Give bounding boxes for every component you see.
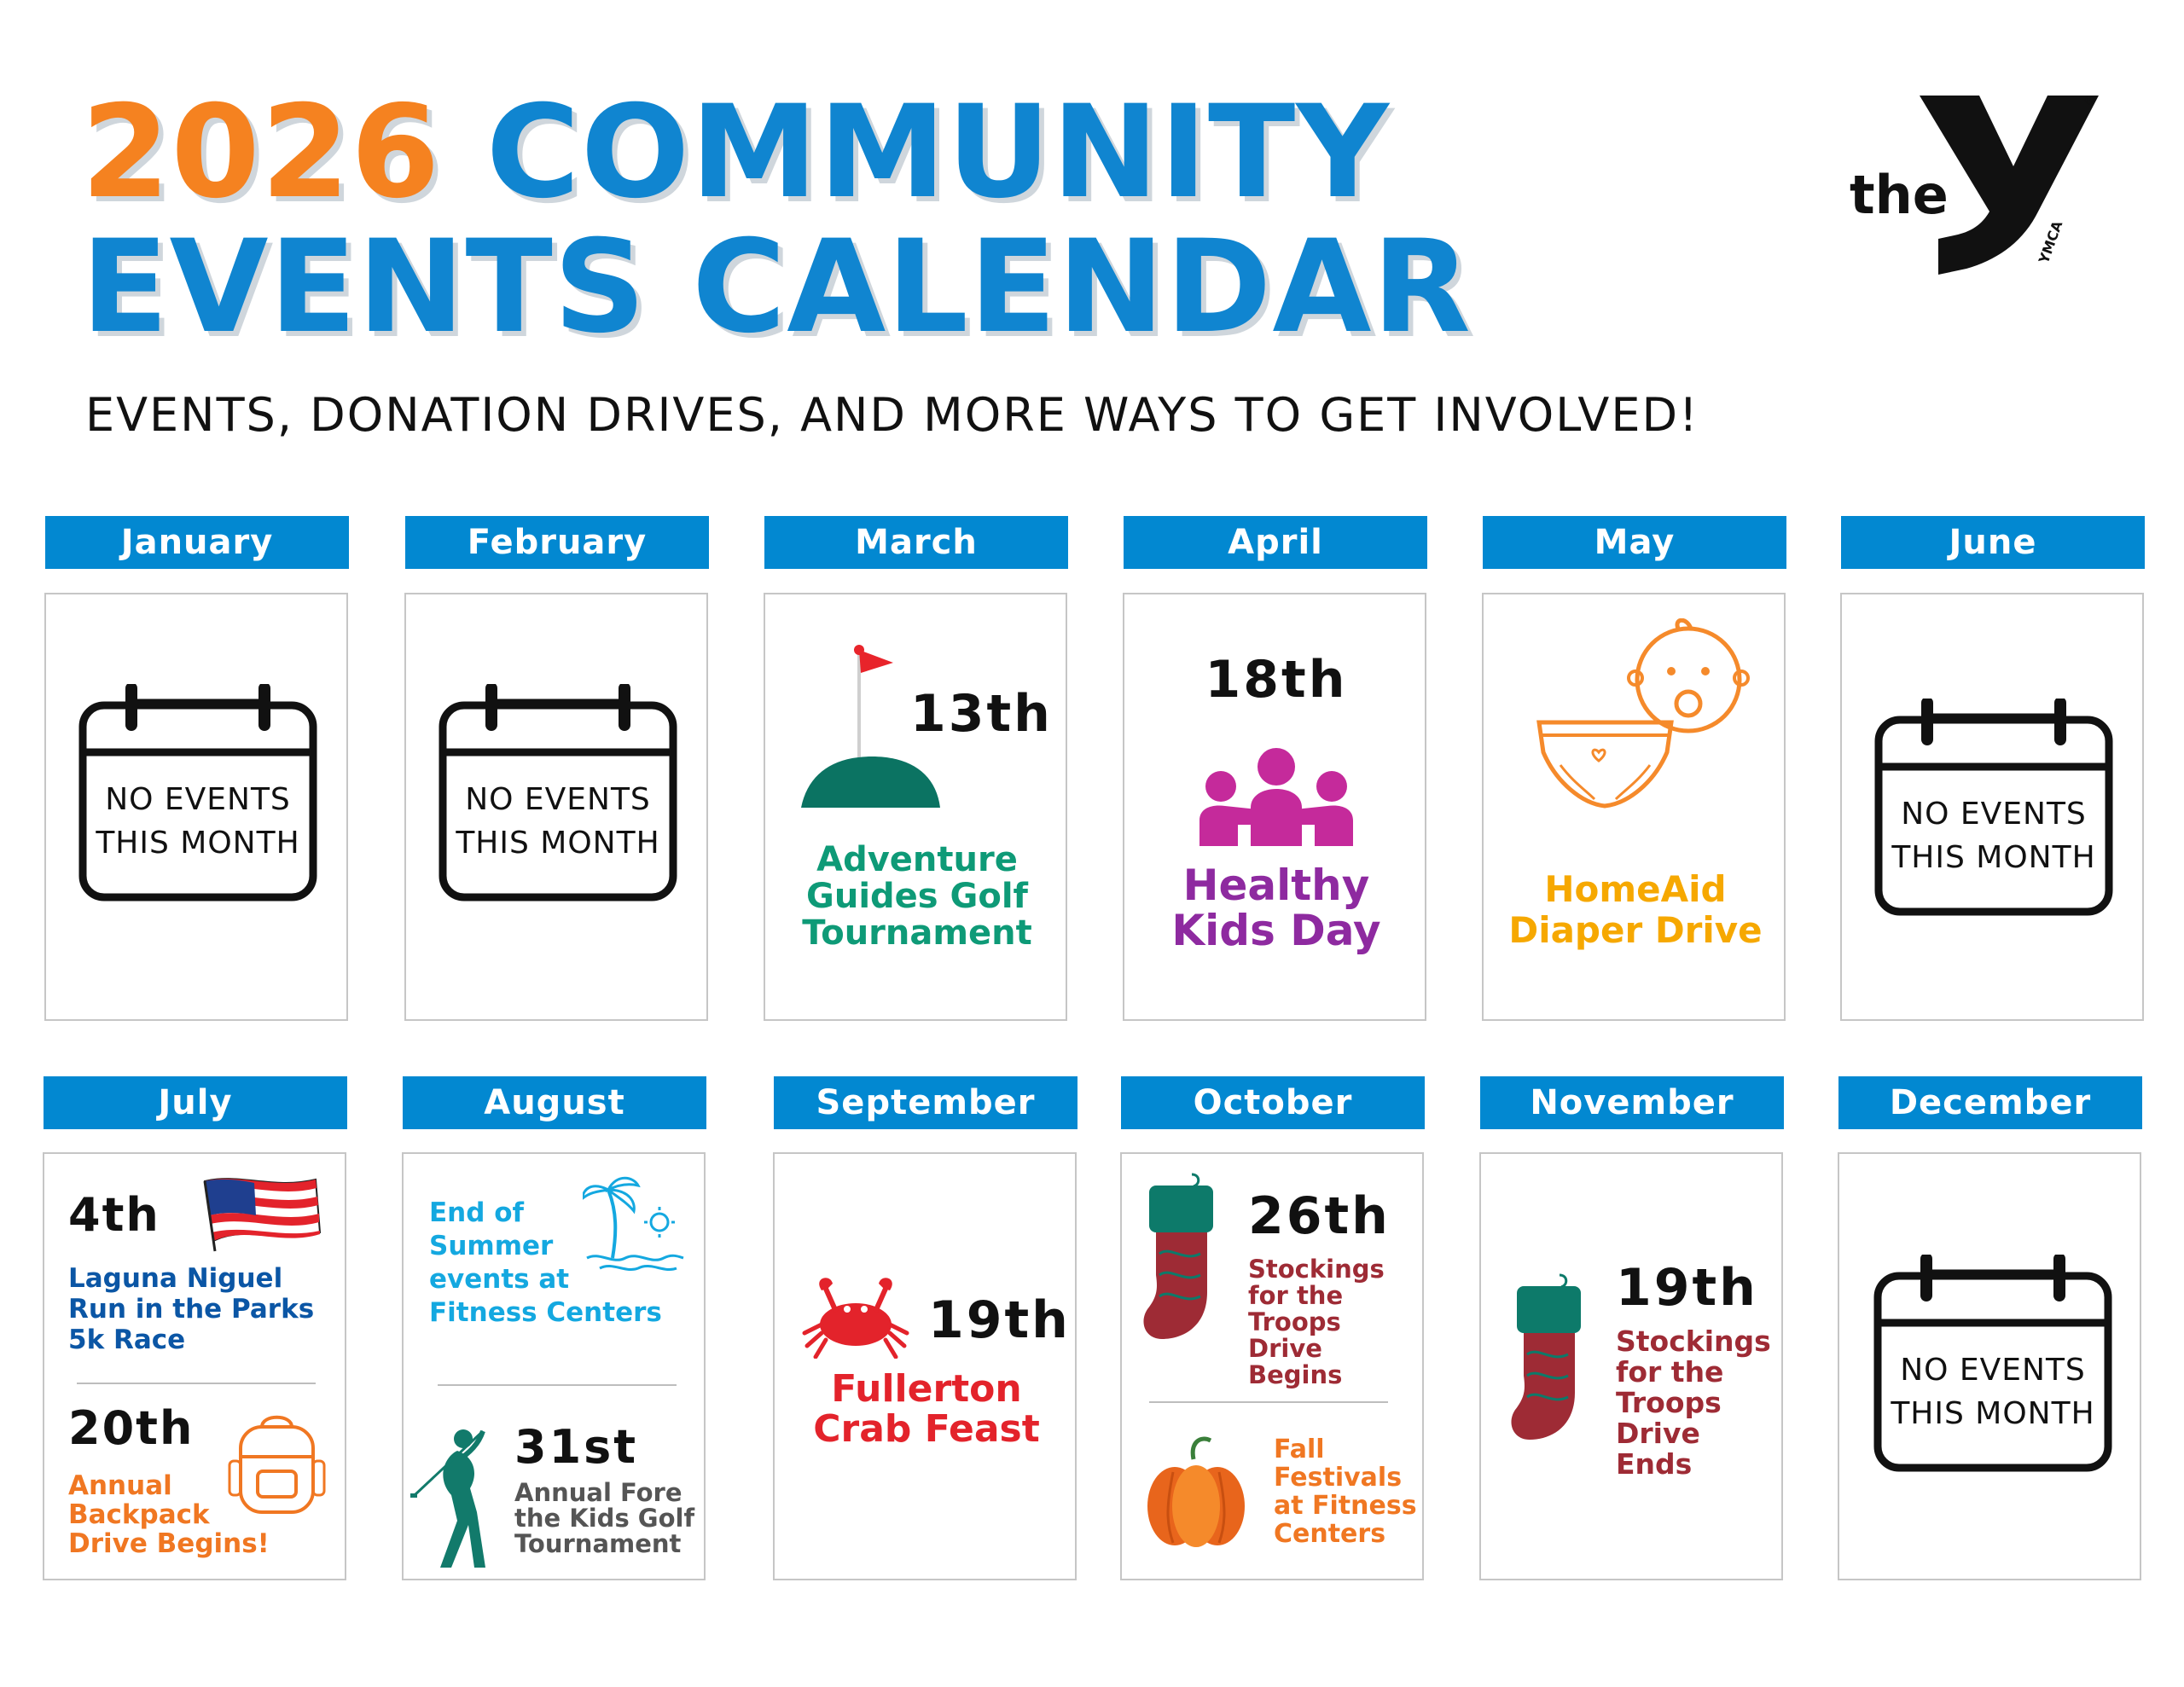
event-line: Run in the Parks — [68, 1294, 315, 1325]
event-line: Kids Day — [1171, 906, 1381, 955]
ymca-logo — [1843, 85, 2099, 290]
month-header-june: June — [1841, 516, 2145, 569]
no-events-calendar — [1873, 1255, 2112, 1472]
diaper-icon — [1535, 714, 1676, 812]
palm-beach-icon — [583, 1173, 685, 1275]
no-events-line-1: NO EVENTS — [1900, 1353, 2086, 1388]
event-line: Annual — [68, 1470, 172, 1501]
month-header-july: July — [44, 1076, 347, 1129]
month-card-april — [1123, 593, 1426, 1021]
event-title — [1248, 1256, 1422, 1388]
event-line: Centers — [1274, 1519, 1386, 1549]
no-events-line-2: THIS MONTH — [1891, 1396, 2095, 1431]
event-date: 19th — [928, 1290, 1071, 1350]
event-line: Ends — [1616, 1447, 1693, 1481]
month-card-november — [1479, 1152, 1783, 1580]
event-line: Fitness Centers — [429, 1297, 662, 1328]
no-events-line-2: THIS MONTH — [1891, 840, 2096, 875]
logo-ymca: YMCA — [2035, 218, 2066, 266]
event-line: Fullerton — [831, 1367, 1022, 1411]
event-date: 18th — [1205, 650, 1348, 710]
event-line: Stockings — [1616, 1325, 1771, 1358]
event-line: Drive Begins — [1248, 1334, 1343, 1389]
event-line: Tournament — [514, 1529, 682, 1558]
month-header-april: April — [1124, 516, 1427, 569]
month-card-july — [43, 1152, 346, 1580]
event-line: 5k Race — [68, 1325, 186, 1355]
event-title — [1274, 1435, 1417, 1548]
month-card-september — [773, 1152, 1077, 1580]
event-line: End of — [429, 1197, 525, 1228]
no-events-line-1: NO EVENTS — [105, 782, 291, 817]
event-line: for the — [1248, 1281, 1344, 1310]
month-header-january: January — [45, 516, 349, 569]
no-events-line-2: THIS MONTH — [456, 826, 660, 861]
no-events-line-1: NO EVENTS — [1901, 797, 2087, 832]
event-line: Fall — [1274, 1435, 1325, 1464]
event-title — [1484, 869, 1787, 951]
event-line: Healthy — [1182, 861, 1370, 910]
logo-registered: ® — [2083, 94, 2095, 107]
event-line: Festivals — [1274, 1463, 1403, 1493]
no-events-calendar — [78, 684, 317, 901]
no-events-line-1: NO EVENTS — [465, 782, 651, 817]
page-title — [81, 78, 1472, 362]
event-date: 26th — [1248, 1186, 1391, 1246]
event-line: Drive — [1616, 1417, 1700, 1450]
month-card-february — [404, 593, 708, 1021]
month-header-november: November — [1480, 1076, 1784, 1129]
month-header-december: December — [1838, 1076, 2142, 1129]
event-line: Adventure — [816, 840, 1018, 879]
event-line: Tournament — [802, 913, 1032, 953]
us-flag-icon — [196, 1173, 324, 1254]
divider — [1149, 1401, 1388, 1403]
logo-the: the — [1850, 164, 1949, 226]
month-card-december — [1838, 1152, 2141, 1580]
month-header-march: March — [764, 516, 1068, 569]
event-line: Diaper Drive — [1508, 909, 1763, 951]
event-line: Summer — [429, 1231, 554, 1261]
pumpkin-icon — [1141, 1434, 1252, 1549]
event-date: 19th — [1616, 1258, 1758, 1318]
event-line: events at — [429, 1264, 570, 1295]
title-line-2: EVENTS CALENDAR — [81, 213, 1472, 362]
month-card-june — [1840, 593, 2144, 1021]
page-subtitle: EVENTS, DONATION DRIVES, AND MORE WAYS TO GET INVOLVED! — [85, 388, 1699, 442]
title-year: 2026 — [81, 78, 441, 227]
stocking-icon — [1141, 1173, 1222, 1343]
month-card-may — [1482, 593, 1786, 1021]
event-line: Crab Feast — [813, 1407, 1040, 1451]
month-header-may: May — [1483, 516, 1786, 569]
event-line: the Kids Golf — [514, 1504, 695, 1533]
event-line: for the — [1616, 1355, 1724, 1388]
crab-icon — [800, 1273, 911, 1359]
golfer-icon — [410, 1427, 496, 1572]
event-line: Stockings — [1248, 1255, 1385, 1284]
event-line: Annual Fore — [514, 1478, 682, 1507]
month-header-february: February — [405, 516, 709, 569]
event-title — [1124, 863, 1428, 954]
event-line: Troops — [1616, 1386, 1722, 1419]
event-title — [1616, 1326, 1771, 1480]
event-line: Drive Begins! — [68, 1528, 270, 1559]
event-title — [765, 842, 1069, 952]
stocking-icon — [1508, 1273, 1589, 1444]
month-header-october: October — [1121, 1076, 1425, 1129]
month-card-october — [1120, 1152, 1424, 1580]
no-events-line-2: THIS MONTH — [96, 826, 300, 861]
month-card-january — [44, 593, 348, 1021]
month-header-september: September — [774, 1076, 1077, 1129]
event-line: Backpack — [68, 1499, 210, 1530]
people-group-icon — [1191, 748, 1362, 846]
event-line: HomeAid — [1544, 868, 1727, 910]
no-events-calendar — [1874, 699, 2113, 916]
event-title — [68, 1471, 270, 1558]
no-events-calendar — [439, 684, 677, 901]
event-date: 20th — [68, 1401, 195, 1455]
event-title — [68, 1263, 314, 1355]
event-date: 13th — [910, 684, 1053, 744]
month-header-august: August — [403, 1076, 706, 1129]
event-line: Laguna Niguel — [68, 1263, 283, 1294]
month-card-august — [402, 1152, 706, 1580]
event-line: Troops — [1248, 1307, 1341, 1336]
divider — [438, 1384, 677, 1386]
event-date: 31st — [514, 1420, 639, 1474]
event-date: 4th — [68, 1188, 160, 1242]
event-line: at Fitness — [1274, 1491, 1417, 1521]
title-line-1: COMMUNITY — [485, 78, 1390, 227]
divider — [77, 1383, 316, 1384]
event-title — [514, 1480, 694, 1557]
event-line: Guides Golf — [806, 877, 1028, 916]
event-title — [775, 1369, 1078, 1449]
month-card-march — [764, 593, 1067, 1021]
